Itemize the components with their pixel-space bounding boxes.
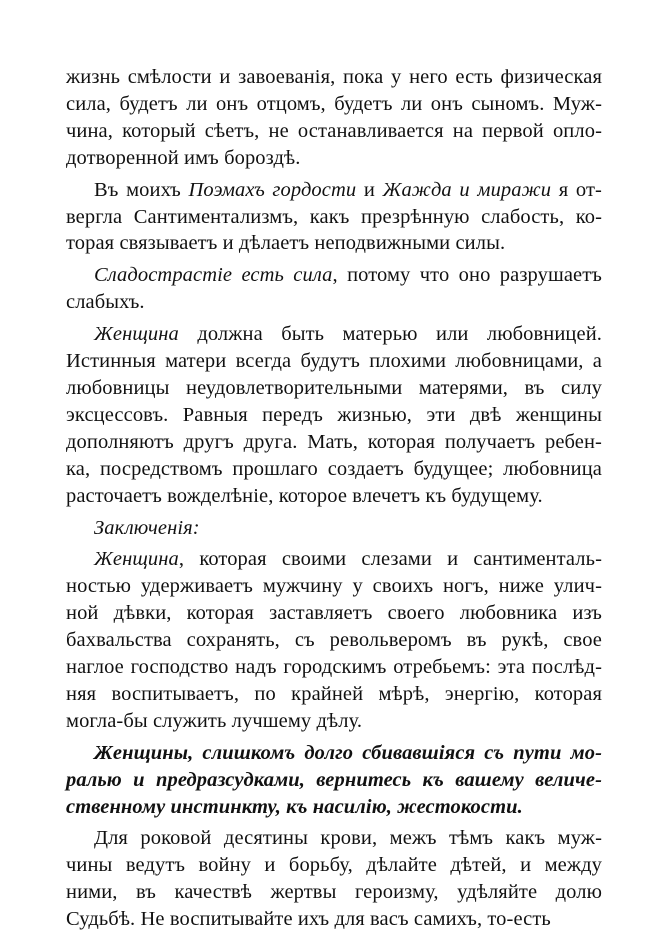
text-run: ними, въ качествѣ жертвы героизму, удѣляйте долю — [66, 881, 602, 904]
text-run: Въ моихъ — [94, 178, 189, 201]
page-text — [66, 64, 602, 933]
text-run: ной дѣвки, которая заставляетъ своего любовника изъ — [66, 602, 602, 625]
text-run: и — [356, 178, 383, 201]
text-line — [66, 654, 602, 681]
text-run: расточаетъ вожделѣніе, которое влечетъ къ будущему. — [66, 484, 543, 507]
text-run: , которая своими слезами и сантименталь- — [178, 548, 602, 571]
text-line — [66, 825, 602, 852]
text-line — [66, 375, 602, 402]
text-run: эксцессовъ. Равныя передъ жизнью, эти двѣ женщины — [66, 403, 602, 426]
text-run: дотворенной имъ бороздѣ. — [66, 146, 301, 169]
text-run: жизнь смѣлости и завоеванія, пока у него есть физическая — [66, 66, 602, 88]
text-line — [66, 64, 602, 91]
text-run: дополняютъ другъ друга. Мать, которая получаетъ ребен- — [66, 430, 602, 453]
text-line — [66, 177, 602, 204]
text-line — [66, 204, 602, 231]
text-line — [66, 289, 602, 316]
paragraph — [66, 546, 602, 734]
text-line — [66, 708, 602, 735]
text-line — [66, 402, 602, 429]
text-line — [66, 906, 602, 933]
paragraph — [66, 321, 602, 509]
text-run: могла-бы служить лучшему дѣлу. — [66, 709, 363, 732]
text-line — [66, 321, 602, 348]
paragraph — [66, 177, 602, 258]
emphasized-text: Женщины, слишкомъ долго сбивавшіяся съ пути мо- — [94, 741, 602, 764]
text-run: чины ведутъ войну и борьбу, дѣлайте дѣтей, и между — [66, 854, 602, 877]
text-run: сила, будетъ ли онъ отцомъ, будетъ ли онъ сыномъ. Муж- — [66, 92, 602, 115]
text-line — [66, 483, 602, 510]
paragraph — [66, 825, 602, 933]
text-line — [66, 262, 602, 289]
emphasized-text: Женщина — [94, 323, 179, 346]
text-line — [66, 573, 602, 600]
text-line — [66, 740, 602, 767]
text-run: чина, который сѣетъ, не останавливается на первой опло- — [66, 119, 602, 142]
text-line — [66, 91, 602, 118]
text-run: я от- — [551, 178, 602, 201]
emphasized-text: ралью и предразсудками, вернитесь къ вашему величе- — [66, 768, 602, 791]
text-line — [66, 627, 602, 654]
emphasized-text: Поэмахъ гордости — [188, 178, 357, 201]
text-line — [66, 230, 602, 257]
text-line — [66, 879, 602, 906]
emphasized-text: ственному инстинкту, къ насилію, жестокости. — [66, 795, 523, 818]
text-line — [66, 515, 602, 542]
paragraph — [66, 740, 602, 821]
emphasized-text: Сладострастіе есть сила — [94, 264, 333, 287]
text-line — [66, 145, 602, 172]
text-line — [66, 456, 602, 483]
text-line — [66, 681, 602, 708]
text-run: бахвальства сохранять, съ револьверомъ въ рукѣ, свое — [66, 629, 602, 652]
text-run: Для роковой десятины крови, межъ тѣмъ какъ муж- — [94, 827, 602, 850]
text-run: вергла Сантиментализмъ, какъ презрѣнную слабость, ко- — [66, 205, 602, 228]
text-line — [66, 767, 602, 794]
paragraph — [66, 262, 602, 316]
paragraph — [66, 64, 602, 172]
emphasized-text: Женщина — [94, 548, 179, 571]
text-line — [66, 348, 602, 375]
text-line — [66, 118, 602, 145]
text-line — [66, 794, 602, 821]
emphasized-text: Жажда и миражи — [382, 178, 552, 201]
text-line — [66, 852, 602, 879]
text-line — [66, 429, 602, 456]
text-run: слабыхъ. — [66, 291, 145, 314]
paragraph — [66, 515, 602, 542]
text-line — [66, 546, 602, 573]
text-run: наглое господство надъ городскимъ отребьемъ: эта послѣд- — [66, 656, 602, 679]
emphasized-text: Заключенія: — [94, 516, 200, 539]
text-run: любовницы неудовлетворительными матерями, въ силу — [66, 376, 602, 399]
text-run: Судьбѣ. Не воспитывайте ихъ для васъ самихъ, то-есть — [66, 908, 551, 931]
text-run: ка, посредствомъ прошлаго создаетъ будущее; любовница — [66, 457, 602, 480]
text-run: торая связываетъ и дѣлаетъ неподвижными силы. — [66, 232, 506, 255]
text-run: ностью удерживаетъ мужчину у своихъ ногъ, ниже улич- — [66, 575, 602, 598]
text-line — [66, 600, 602, 627]
text-run: Истинныя матери всегда будутъ плохими любовницами, а — [66, 350, 602, 373]
text-run: , потому что оно разрушаетъ — [332, 264, 603, 287]
text-run: няя воспитываетъ, по крайней мѣрѣ, энергію, которая — [66, 682, 602, 705]
text-run: должна быть матерью или любовницей. — [178, 323, 602, 346]
